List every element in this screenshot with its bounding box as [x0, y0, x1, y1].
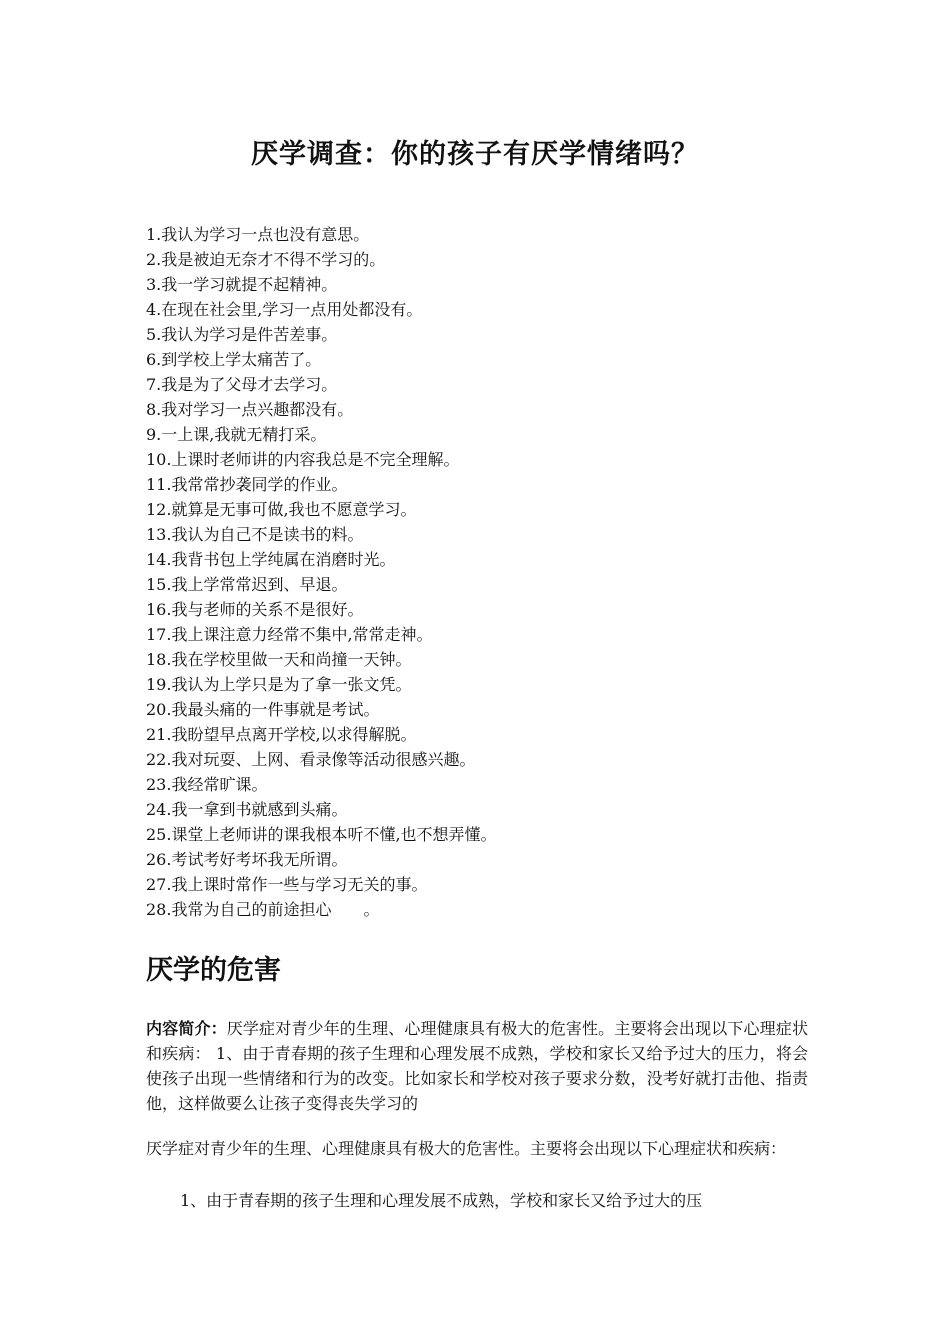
list-item: 6.到学校上学太痛苦了。: [146, 350, 322, 369]
list-item: 21.我盼望早点离开学校,以求得解脱。: [146, 725, 417, 744]
list-item: 25.课堂上老师讲的课我根本听不懂,也不想弄懂。: [146, 825, 497, 844]
list-item: 27.我上课时常作一些与学习无关的事。: [146, 875, 428, 894]
intro-text: 厌学症对青少年的生理、心理健康具有极大的危害性。主要将会出现以下心理症状和疾病： 1、由于青春期的孩子生理和心理发展不成熟，学校和家长又给予过大的压力，将会使孩子出现一些情绪和行为的改变。比如家长和学校对孩子要求分数，没考好就打击他、指责他，这样做要么让孩子变得丧失学习的: [146, 1019, 808, 1113]
list-item: 19.我认为上学只是为了拿一张文凭。: [146, 675, 412, 694]
intro-label: 内容简介：: [146, 1019, 227, 1038]
list-item: 10.上课时老师讲的内容我总是不完全理解。: [146, 450, 460, 469]
list-item: 5.我认为学习是件苦差事。: [146, 325, 338, 344]
body-paragraph: 厌学症对青少年的生理、心理健康具有极大的危害性。主要将会出现以下心理症状和疾病：: [146, 1139, 787, 1158]
survey-list: [146, 222, 497, 922]
list-item: 23.我经常旷课。: [146, 775, 268, 794]
list-item: 24.我一拿到书就感到头痛。: [146, 800, 348, 819]
page-title: 厌学调查：你的孩子有厌学情绪吗？: [251, 139, 699, 170]
list-item: 8.我对学习一点兴趣都没有。: [146, 400, 354, 419]
list-item: 28.我常为自己的前途担心 。: [146, 900, 380, 919]
list-item: 18.我在学校里做一天和尚撞一天钟。: [146, 650, 412, 669]
list-item: 15.我上学常常迟到、早退。: [146, 575, 348, 594]
list-item: 9.一上课,我就无精打采。: [146, 425, 327, 444]
list-item: 12.就算是无事可做,我也不愿意学习。: [146, 500, 417, 519]
list-item: 13.我认为自己不是读书的料。: [146, 525, 364, 544]
list-item: 11.我常常抄袭同学的作业。: [146, 475, 348, 494]
intro-paragraph: [146, 1016, 808, 1116]
list-item: 14.我背书包上学纯属在消磨时光。: [146, 550, 396, 569]
list-item: 16.我与老师的关系不是很好。: [146, 600, 364, 619]
list-item: 22.我对玩耍、上网、看录像等活动很感兴趣。: [146, 750, 476, 769]
section-heading: 厌学的危害: [146, 955, 281, 986]
list-item: 20.我最头痛的一件事就是考试。: [146, 700, 380, 719]
list-item: 4.在现在社会里,学习一点用处都没有。: [146, 300, 423, 319]
list-item: 1.我认为学习一点也没有意思。: [146, 225, 370, 244]
body-paragraph-indented: 1、由于青春期的孩子生理和心理发展不成熟，学校和家长又给予过大的压: [180, 1191, 703, 1210]
list-item: 17.我上课注意力经常不集中,常常走神。: [146, 625, 433, 644]
list-item: 7.我是为了父母才去学习。: [146, 375, 338, 394]
list-item: 26.考试考好考坏我无所谓。: [146, 850, 348, 869]
list-item: 2.我是被迫无奈才不得不学习的。: [146, 250, 386, 269]
list-item: 3.我一学习就提不起精神。: [146, 275, 338, 294]
